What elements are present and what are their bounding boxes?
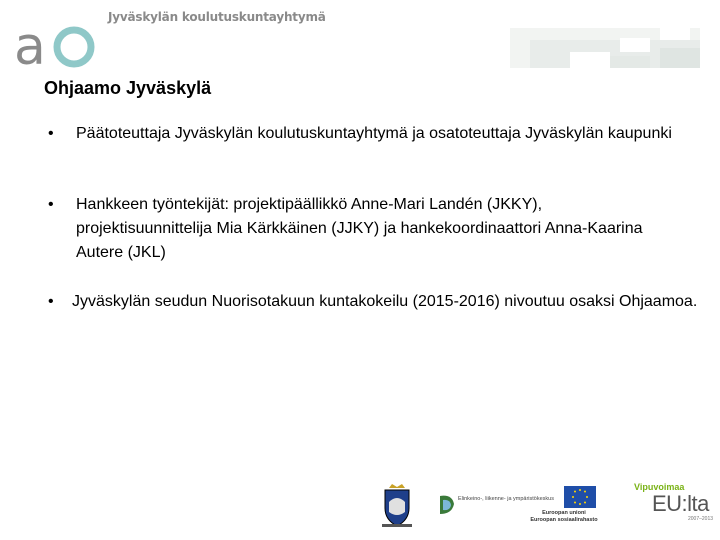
eu-text-line-1: Euroopan unioni (542, 510, 586, 516)
vipuvoimaa-years: 2007–2013 (688, 516, 714, 522)
vipuvoimaa-main: EU:lta (652, 491, 709, 516)
ely-text: Elinkeino-, liikenne- ja ympäristökeskus (458, 496, 554, 502)
bullet-text: Hankkeen työntekijät: projektipäällikkö Anne-Mari Landén (JKKY), projektisuunnittelija Mia Kärkkäinen (JJKY) ja hankekoordinaattori Anna-Kaarina Autere (JKL) (76, 196, 643, 261)
bullet-item (48, 193, 678, 265)
eu-text-line-2: Euroopan sosiaalirahasto (530, 516, 598, 523)
bullet-text: Päätoteuttaja Jyväskylän koulutuskuntayhtymä ja osatoteuttaja Jyväskylän kaupunki (76, 125, 672, 142)
bullet-item (48, 122, 678, 146)
vipuvoimaa-heading: Vipuvoimaa (634, 482, 685, 492)
bullet-marker: • (48, 125, 54, 142)
bullet-marker: • (48, 196, 54, 213)
bullet-marker: • (48, 293, 54, 310)
logo-letter-a: a (14, 20, 46, 72)
bullet-text: Jyväskylän seudun Nuorisotakuun kuntakokeilu (2015-2016) nivoutuu osaksi Ohjaamoa. (72, 293, 698, 310)
bullet-item (48, 290, 700, 314)
page-title: Ohjaamo Jyväskylä (44, 78, 212, 98)
organization-name: Jyväskylän koulutuskuntayhtymä (108, 10, 326, 24)
